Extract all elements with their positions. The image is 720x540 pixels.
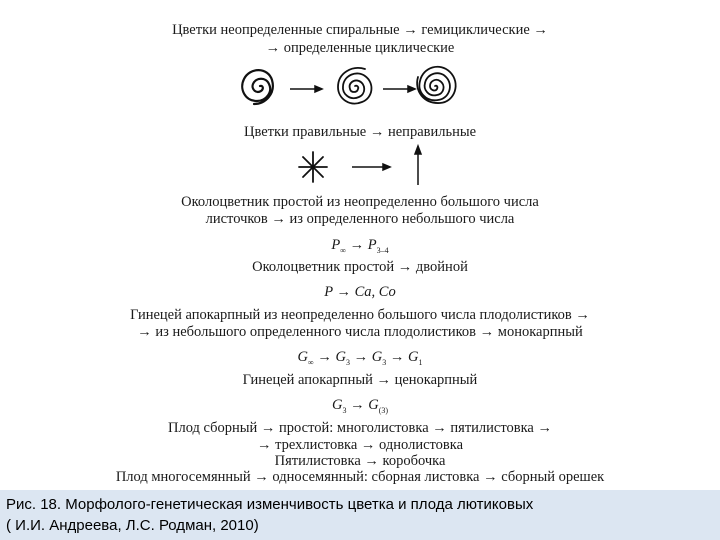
text-line-2: → определенные циклические: [265, 40, 455, 56]
text-line-1: Цветки неопределенные спиральные → гемициклические →: [172, 22, 548, 38]
formula-perianth-type: P → Ca, Co: [324, 284, 396, 300]
formula-gynoecium-count: $G_\infty \to G_3 \to G_3 \to G_1$: [297, 349, 423, 367]
right-arrow-icon: [352, 164, 390, 170]
text-line-8: → из небольшого определенного числа плодолистиков → монокарпный: [137, 324, 583, 340]
formula-gynoecium-type: $G_3 \to G_{(3)}$: [331, 397, 389, 415]
symmetry-diagram: [290, 143, 440, 188]
caption-title: Рис. 18. Морфолого-генетическая изменчивость цветка и плода лютиковых: [6, 496, 534, 513]
text-line-12: Пятилистовка → коробочка: [274, 453, 446, 469]
text-line-10: Плод сборный → простой: многолистовка → пятилистовка →: [167, 420, 552, 436]
text-line-7: Гинецей апокарпный из неопределенно большого числа плодолистиков →: [130, 307, 590, 323]
formula-perianth-count: $P_\infty \to P_{3-4}$: [331, 237, 389, 255]
spiral-large-icon: [417, 67, 456, 103]
text-line-13: Плод многосемянный → односемянный: сборная листовка → сборный орешек: [115, 469, 605, 485]
caption-authors: ( И.И. Андреева, Л.С. Родман, 2010): [6, 517, 259, 534]
text-line-3: Цветки правильные → неправильные: [243, 124, 477, 140]
figure-caption: [0, 490, 720, 540]
text-line-11: → трехлистовка → однолистовка: [256, 437, 464, 453]
actinomorphic-star-icon: [299, 152, 327, 182]
spiral-small-icon: [242, 70, 273, 104]
spiral-medium-icon: [338, 68, 371, 104]
text-line-9: Гинецей апокарпный → ценокарпный: [242, 372, 478, 388]
text-line-5: листочков → из определенного небольшого числа: [205, 211, 515, 227]
up-arrow-icon: [415, 146, 421, 185]
text-line-6: Околоцветник простой → двойной: [252, 259, 468, 275]
text-line-4: Околоцветник простой из неопределенно большого числа: [181, 194, 539, 210]
spiral-diagrams: [220, 56, 480, 116]
